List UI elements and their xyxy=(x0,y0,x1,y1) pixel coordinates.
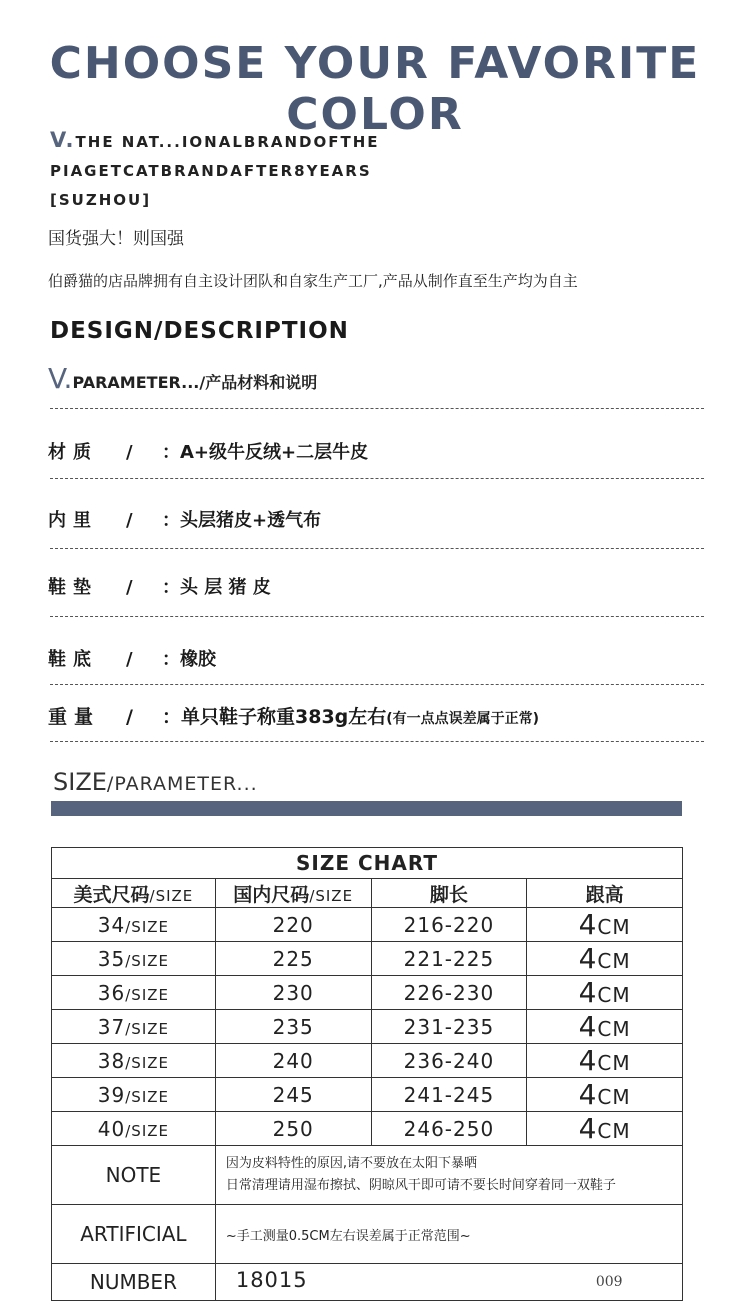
heel-value: 4 xyxy=(578,976,598,1009)
us-size-unit: /SIZE xyxy=(125,917,170,936)
design-heading: DESIGN/DESCRIPTION xyxy=(50,318,349,344)
cell-cn-size: 220 xyxy=(215,908,371,942)
cell-cn-size: 230 xyxy=(215,976,371,1010)
divider xyxy=(50,684,704,685)
cell-us-size xyxy=(52,1078,216,1112)
note-row xyxy=(52,1146,683,1205)
heel-unit: CM xyxy=(597,1085,631,1109)
spec-value: ：头层猪皮+透气布 xyxy=(162,510,322,531)
heel-value: 4 xyxy=(578,908,598,941)
table-row xyxy=(52,1010,683,1044)
divider xyxy=(50,616,704,617)
table-row xyxy=(52,942,683,976)
heel-unit: CM xyxy=(597,949,631,973)
number-label: NUMBER xyxy=(52,1264,216,1301)
parameter-heading xyxy=(48,362,317,395)
divider xyxy=(50,741,704,742)
spec-row-lining xyxy=(48,506,321,532)
spec-label: 鞋底 xyxy=(48,649,98,670)
spec-slash: / xyxy=(126,510,133,531)
brand-line-2: PIAGETCATBRANDAFTER8YEARS xyxy=(50,162,372,180)
cell-foot-length: 231-235 xyxy=(371,1010,527,1044)
section-bar xyxy=(51,801,682,816)
spec-label: 内里 xyxy=(48,510,98,531)
artificial-row xyxy=(52,1205,683,1264)
parameter-v-mark: V. xyxy=(48,362,73,395)
cell-foot-length: 236-240 xyxy=(371,1044,527,1078)
note-text xyxy=(215,1146,682,1205)
page-title: CHOOSE YOUR FAVORITE COLOR xyxy=(49,38,701,140)
cell-heel-height xyxy=(527,1044,683,1078)
table-row xyxy=(52,908,683,942)
heel-value: 4 xyxy=(578,942,598,975)
table-row xyxy=(52,1078,683,1112)
spec-slash: / xyxy=(126,649,133,670)
us-size-value: 36 xyxy=(97,980,126,1005)
size-section-heading xyxy=(53,768,258,796)
cell-cn-size: 250 xyxy=(215,1112,371,1146)
size-chart-table xyxy=(51,847,683,1301)
spec-label: 鞋垫 xyxy=(48,577,98,598)
heel-unit: CM xyxy=(597,915,631,939)
spec-slash: / xyxy=(126,706,133,728)
cell-foot-length: 216-220 xyxy=(371,908,527,942)
parameter-text: PARAMETER.../产品材料和说明 xyxy=(72,373,318,392)
note-line-2: 日常清理请用湿布擦拭、阴晾风干即可请不要长时间穿着同一双鞋子 xyxy=(225,1178,616,1193)
spec-slash: / xyxy=(126,577,133,598)
heel-unit: CM xyxy=(597,1119,631,1143)
heel-unit: CM xyxy=(597,983,631,1007)
cell-us-size xyxy=(52,942,216,976)
divider xyxy=(50,408,704,409)
cell-cn-size: 235 xyxy=(215,1010,371,1044)
brand-block xyxy=(50,126,380,215)
us-size-value: 35 xyxy=(97,946,126,971)
heel-value: 4 xyxy=(578,1010,598,1043)
brand-intro: 伯爵猫的店品牌拥有自主设计团队和自家生产工厂,产品从制作直至生产均为自主 xyxy=(48,272,578,290)
us-size-unit: /SIZE xyxy=(125,951,170,970)
divider xyxy=(50,478,704,479)
us-size-unit: /SIZE xyxy=(125,1121,170,1140)
brand-v-mark: V. xyxy=(50,128,76,152)
us-size-unit: /SIZE xyxy=(125,1087,170,1106)
heel-unit: CM xyxy=(597,1017,631,1041)
cell-heel-height xyxy=(527,908,683,942)
spec-value: ：A+级牛反绒+二层牛皮 xyxy=(162,442,369,463)
number-cell xyxy=(215,1264,682,1301)
us-size-value: 37 xyxy=(97,1014,126,1039)
us-size-value: 39 xyxy=(97,1082,126,1107)
slogan: 国货强大！则国强 xyxy=(48,229,184,249)
cell-heel-height xyxy=(527,1078,683,1112)
artificial-text: ~手工测量0.5CM左右误差属于正常范围~ xyxy=(215,1205,682,1264)
cell-cn-size: 225 xyxy=(215,942,371,976)
cell-us-size xyxy=(52,976,216,1010)
cell-us-size xyxy=(52,1044,216,1078)
us-size-unit: /SIZE xyxy=(125,1019,170,1038)
cell-heel-height xyxy=(527,1112,683,1146)
table-row xyxy=(52,1112,683,1146)
us-size-unit: /SIZE xyxy=(125,985,170,1004)
header-main: 脚长 xyxy=(429,883,468,906)
cell-foot-length: 226-230 xyxy=(371,976,527,1010)
us-size-unit: /SIZE xyxy=(125,1053,170,1072)
brand-line-3: [SUZHOU] xyxy=(50,191,152,209)
spec-row-weight xyxy=(48,702,539,729)
number-value: 18015 xyxy=(235,1268,308,1292)
header-main: 跟高 xyxy=(585,883,624,906)
header-heel-height xyxy=(527,879,683,908)
cell-foot-length: 246-250 xyxy=(371,1112,527,1146)
size-heading-sub: /PARAMETER... xyxy=(106,773,258,795)
header-us-size xyxy=(52,879,216,908)
cell-cn-size: 245 xyxy=(215,1078,371,1112)
spec-note: (有一点点误差属于正常) xyxy=(386,711,540,727)
spec-label: 材质 xyxy=(48,442,98,463)
size-chart-title: SIZE CHART xyxy=(52,848,683,879)
heel-value: 4 xyxy=(578,1044,598,1077)
us-size-value: 34 xyxy=(97,912,126,937)
spec-value: ：单只鞋子称重383g左右 xyxy=(162,706,387,728)
brand-line-1: THE NAT...IONALBRANDOFTHE xyxy=(75,133,380,151)
table-row xyxy=(52,1044,683,1078)
cell-heel-height xyxy=(527,976,683,1010)
cell-us-size xyxy=(52,1112,216,1146)
size-chart-header-row xyxy=(52,879,683,908)
note-line-1: 因为皮料特性的原因,请不要放在太阳下暴晒 xyxy=(225,1156,477,1171)
header-sub: /SIZE xyxy=(149,886,194,905)
number-code: 009 xyxy=(595,1274,623,1290)
header-sub: /SIZE xyxy=(309,886,354,905)
header-cn-size xyxy=(215,879,371,908)
header-main: 美式尺码 xyxy=(73,883,150,906)
note-label: NOTE xyxy=(52,1146,216,1205)
spec-row-insole xyxy=(48,573,271,599)
spec-row-material xyxy=(48,438,368,464)
header-foot-length xyxy=(371,879,527,908)
cell-cn-size: 240 xyxy=(215,1044,371,1078)
cell-us-size xyxy=(52,1010,216,1044)
heel-value: 4 xyxy=(578,1112,598,1145)
table-row xyxy=(52,976,683,1010)
header-main: 国内尺码 xyxy=(233,883,310,906)
heel-value: 4 xyxy=(578,1078,598,1111)
artificial-label: ARTIFICIAL xyxy=(52,1205,216,1264)
cell-us-size xyxy=(52,908,216,942)
spec-slash: / xyxy=(126,442,133,463)
us-size-value: 38 xyxy=(97,1048,126,1073)
spec-row-sole xyxy=(48,645,216,671)
cell-heel-height xyxy=(527,1010,683,1044)
spec-label: 重量 xyxy=(48,706,101,728)
number-row xyxy=(52,1264,683,1301)
heel-unit: CM xyxy=(597,1051,631,1075)
cell-foot-length: 241-245 xyxy=(371,1078,527,1112)
divider xyxy=(50,548,704,549)
us-size-value: 40 xyxy=(97,1116,126,1141)
spec-value: ：橡胶 xyxy=(162,649,216,670)
spec-value: ：头 层 猪 皮 xyxy=(162,577,271,598)
cell-foot-length: 221-225 xyxy=(371,942,527,976)
size-heading-main: SIZE xyxy=(53,768,107,796)
cell-heel-height xyxy=(527,942,683,976)
